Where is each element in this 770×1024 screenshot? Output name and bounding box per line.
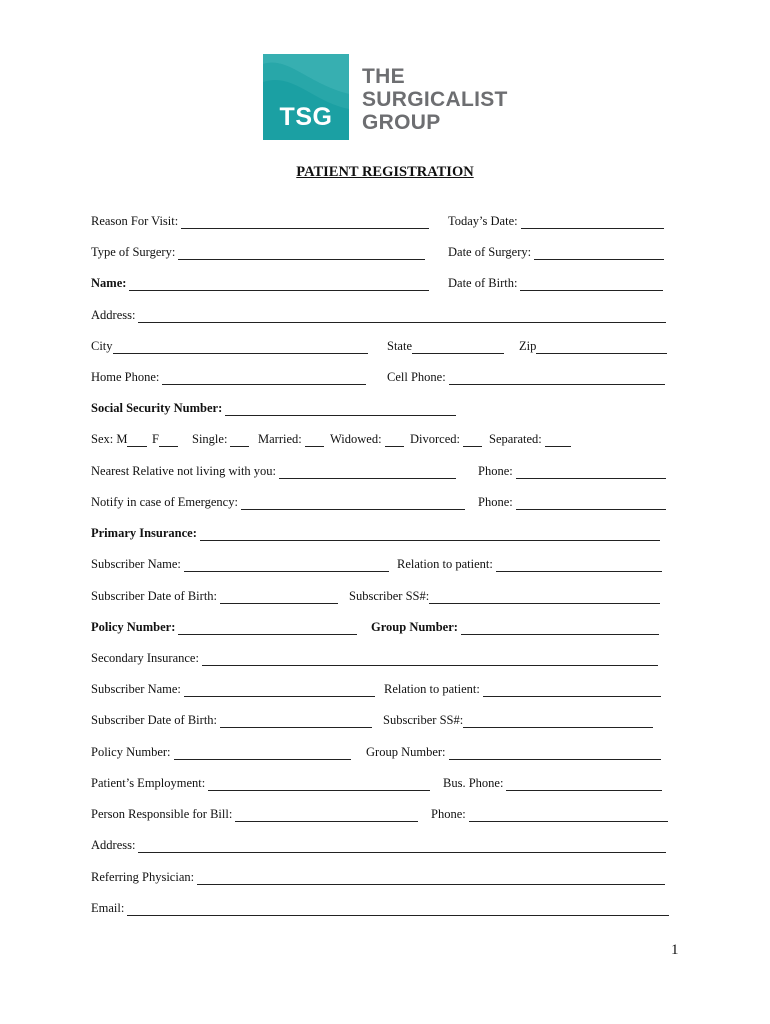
relation-label: Relation to patient: <box>397 557 493 571</box>
row-sex-status <box>91 432 673 450</box>
row-employment <box>91 776 673 794</box>
today-date-label: Today’s Date: <box>448 214 518 228</box>
referring-label: Referring Physician: <box>91 870 195 884</box>
tsg-logo <box>263 54 523 142</box>
relative-phone-field[interactable] <box>516 465 666 479</box>
subscriber-ss-2-label: Subscriber SS#: <box>383 713 464 727</box>
logo-line-3: GROUP <box>362 111 441 134</box>
row-name <box>91 276 673 294</box>
row-emergency <box>91 495 673 513</box>
divorced-label: Divorced: <box>410 432 460 446</box>
address-2-label: Address: <box>91 838 136 852</box>
row-policy-1 <box>91 620 673 638</box>
relation-field[interactable] <box>496 558 662 572</box>
ssn-label: Social Security Number: <box>91 401 223 415</box>
single-label: Single: <box>192 432 228 446</box>
secondary-insurance-field[interactable] <box>202 652 658 666</box>
home-phone-label: Home Phone: <box>91 370 160 384</box>
row-address <box>91 308 673 326</box>
surgery-type-field[interactable] <box>178 246 425 260</box>
subscriber-dob-label: Subscriber Date of Birth: <box>91 589 218 603</box>
sex-m-field[interactable] <box>127 433 147 447</box>
row-subscriber-dob-1 <box>91 589 673 607</box>
address-label: Address: <box>91 308 136 322</box>
employment-field[interactable] <box>208 777 430 791</box>
responsible-field[interactable] <box>235 808 418 822</box>
group-number-field[interactable] <box>461 621 659 635</box>
city-label: City <box>91 339 113 353</box>
subscriber-ss-2-field[interactable] <box>463 714 653 728</box>
zip-field[interactable] <box>536 340 667 354</box>
married-field[interactable] <box>305 433 324 447</box>
logo-abbr: TSG <box>279 103 333 131</box>
group-number-label: Group Number: <box>371 620 458 634</box>
primary-insurance-label: Primary Insurance: <box>91 526 197 540</box>
secondary-insurance-label: Secondary Insurance: <box>91 651 199 665</box>
subscriber-ss-label: Subscriber SS#: <box>349 589 430 603</box>
row-policy-2 <box>91 745 673 763</box>
dob-label: Date of Birth: <box>448 276 518 290</box>
widowed-field[interactable] <box>385 433 404 447</box>
name-field[interactable] <box>129 277 429 291</box>
reason-field[interactable] <box>181 215 429 229</box>
surgery-type-label: Type of Surgery: <box>91 245 176 259</box>
logo-line-2: SURGICALIST <box>362 88 508 111</box>
state-label: State <box>387 339 412 353</box>
relation-2-field[interactable] <box>483 683 661 697</box>
row-ssn <box>91 401 673 419</box>
row-nearest-relative <box>91 464 673 482</box>
surgery-date-field[interactable] <box>534 246 664 260</box>
primary-insurance-field[interactable] <box>200 527 660 541</box>
row-subscriber-1 <box>91 557 673 575</box>
responsible-phone-label: Phone: <box>431 807 466 821</box>
emergency-phone-label: Phone: <box>478 495 513 509</box>
employment-label: Patient’s Employment: <box>91 776 206 790</box>
ssn-field[interactable] <box>225 402 456 416</box>
subscriber-name-field[interactable] <box>184 558 389 572</box>
subscriber-name-2-field[interactable] <box>184 683 375 697</box>
relative-phone-label: Phone: <box>478 464 513 478</box>
row-phones <box>91 370 673 388</box>
group-number-2-label: Group Number: <box>366 745 446 759</box>
name-label: Name: <box>91 276 127 290</box>
emergency-phone-field[interactable] <box>516 496 666 510</box>
email-field[interactable] <box>127 902 669 916</box>
row-city <box>91 339 673 357</box>
zip-label: Zip <box>519 339 537 353</box>
page-number: 1 <box>671 942 679 958</box>
state-field[interactable] <box>412 340 504 354</box>
policy-number-2-field[interactable] <box>174 746 351 760</box>
cell-phone-field[interactable] <box>449 371 665 385</box>
subscriber-ss-field[interactable] <box>429 590 660 604</box>
referring-field[interactable] <box>197 871 665 885</box>
subscriber-dob-field[interactable] <box>220 590 338 604</box>
married-label: Married: <box>258 432 302 446</box>
city-field[interactable] <box>113 340 368 354</box>
nearest-relative-field[interactable] <box>279 465 456 479</box>
row-referring <box>91 870 673 888</box>
address-2-field[interactable] <box>138 839 666 853</box>
logo-mark <box>263 54 349 140</box>
separated-field[interactable] <box>545 433 571 447</box>
separated-label: Separated: <box>489 432 542 446</box>
address-field[interactable] <box>138 309 666 323</box>
single-field[interactable] <box>230 433 249 447</box>
dob-field[interactable] <box>520 277 663 291</box>
row-address-2 <box>91 838 673 856</box>
policy-number-label: Policy Number: <box>91 620 176 634</box>
row-subscriber-dob-2 <box>91 713 673 731</box>
sex-m-label: Sex: M <box>91 432 128 446</box>
logo-wordmark <box>362 65 508 134</box>
subscriber-dob-2-label: Subscriber Date of Birth: <box>91 713 218 727</box>
sex-f-label: F <box>152 432 159 446</box>
today-date-field[interactable] <box>521 215 664 229</box>
responsible-label: Person Responsible for Bill: <box>91 807 233 821</box>
bus-phone-label: Bus. Phone: <box>443 776 504 790</box>
responsible-phone-field[interactable] <box>469 808 668 822</box>
logo-line-1: THE <box>362 65 405 88</box>
reason-label: Reason For Visit: <box>91 214 179 228</box>
sex-f-field[interactable] <box>159 433 178 447</box>
policy-number-2-label: Policy Number: <box>91 745 171 759</box>
subscriber-dob-2-field[interactable] <box>220 714 372 728</box>
home-phone-field[interactable] <box>162 371 366 385</box>
row-responsible <box>91 807 673 825</box>
form-title: PATIENT REGISTRATION <box>296 164 474 180</box>
cell-phone-label: Cell Phone: <box>387 370 446 384</box>
bus-phone-field[interactable] <box>506 777 662 791</box>
surgery-date-label: Date of Surgery: <box>448 245 532 259</box>
relation-2-label: Relation to patient: <box>384 682 480 696</box>
divorced-field[interactable] <box>463 433 482 447</box>
email-label: Email: <box>91 901 125 915</box>
group-number-2-field[interactable] <box>449 746 661 760</box>
row-surgery <box>91 245 673 263</box>
row-subscriber-2 <box>91 682 673 700</box>
row-reason <box>91 214 673 232</box>
subscriber-name-2-label: Subscriber Name: <box>91 682 181 696</box>
policy-number-field[interactable] <box>178 621 357 635</box>
row-email <box>91 901 673 919</box>
emergency-label: Notify in case of Emergency: <box>91 495 238 509</box>
nearest-relative-label: Nearest Relative not living with you: <box>91 464 277 478</box>
row-primary-insurance <box>91 526 673 544</box>
row-secondary-insurance <box>91 651 673 669</box>
widowed-label: Widowed: <box>330 432 382 446</box>
subscriber-name-label: Subscriber Name: <box>91 557 181 571</box>
emergency-field[interactable] <box>241 496 465 510</box>
